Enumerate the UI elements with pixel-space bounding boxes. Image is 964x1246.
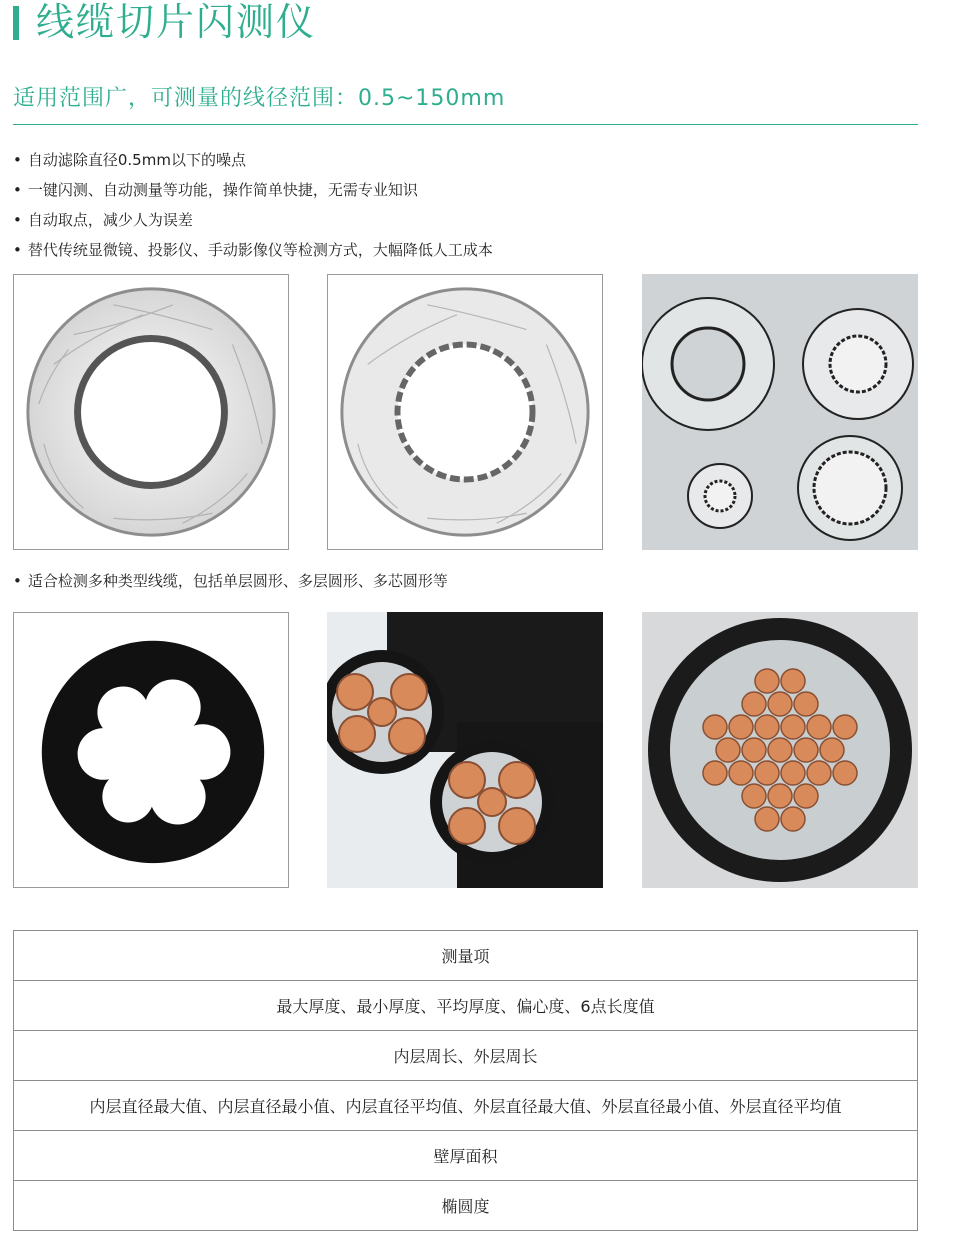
- table-cell: 椭圆度: [14, 1181, 918, 1231]
- cable-section-photo-6: [642, 612, 918, 888]
- table-cell: 壁厚面积: [14, 1131, 918, 1181]
- cable-section-photo-1: [13, 274, 289, 550]
- feature-item: • 替代传统显微镜、投影仪、手动影像仪等检测方式，大幅降低人工成本: [13, 235, 493, 265]
- table-row: [14, 1181, 918, 1231]
- cable-section-photo-2: [327, 274, 603, 550]
- page-subtitle: 适用范围广，可测量的线径范围：0.5~150mm: [13, 86, 506, 111]
- table-cell: 最大厚度、最小厚度、平均厚度、偏心度、6点长度值: [14, 981, 918, 1031]
- cable-section-photo-3: [642, 274, 918, 550]
- table-row: [14, 931, 918, 981]
- feature-item: • 自动滤除直径0.5mm以下的噪点: [13, 145, 493, 175]
- table-header-cell: 测量项: [14, 931, 918, 981]
- measurement-table: [13, 930, 918, 1231]
- page-title: 线缆切片闪测仪: [36, 0, 317, 44]
- feature-item: • 一键闪测、自动测量等功能，操作简单快捷，无需专业知识: [13, 175, 493, 205]
- divider: [13, 124, 918, 125]
- table-row: [14, 1031, 918, 1081]
- table-cell: 内层直径最大值、内层直径最小值、内层直径平均值、外层直径最大值、外层直径最小值、外层直径平均值: [14, 1081, 918, 1131]
- cable-section-photo-5: [327, 612, 603, 888]
- feature-item: • 自动取点，减少人为误差: [13, 205, 493, 235]
- table-row: [14, 981, 918, 1031]
- cable-section-photo-4: [13, 612, 289, 888]
- table-cell: 内层周长、外层周长: [14, 1031, 918, 1081]
- feature-types: • 适合检测多种类型线缆，包括单层圆形、多层圆形、多芯圆形等: [13, 566, 448, 596]
- title-accent-bar: [13, 6, 19, 40]
- table-row: [14, 1131, 918, 1181]
- feature-list: [13, 145, 493, 265]
- table-row: [14, 1081, 918, 1131]
